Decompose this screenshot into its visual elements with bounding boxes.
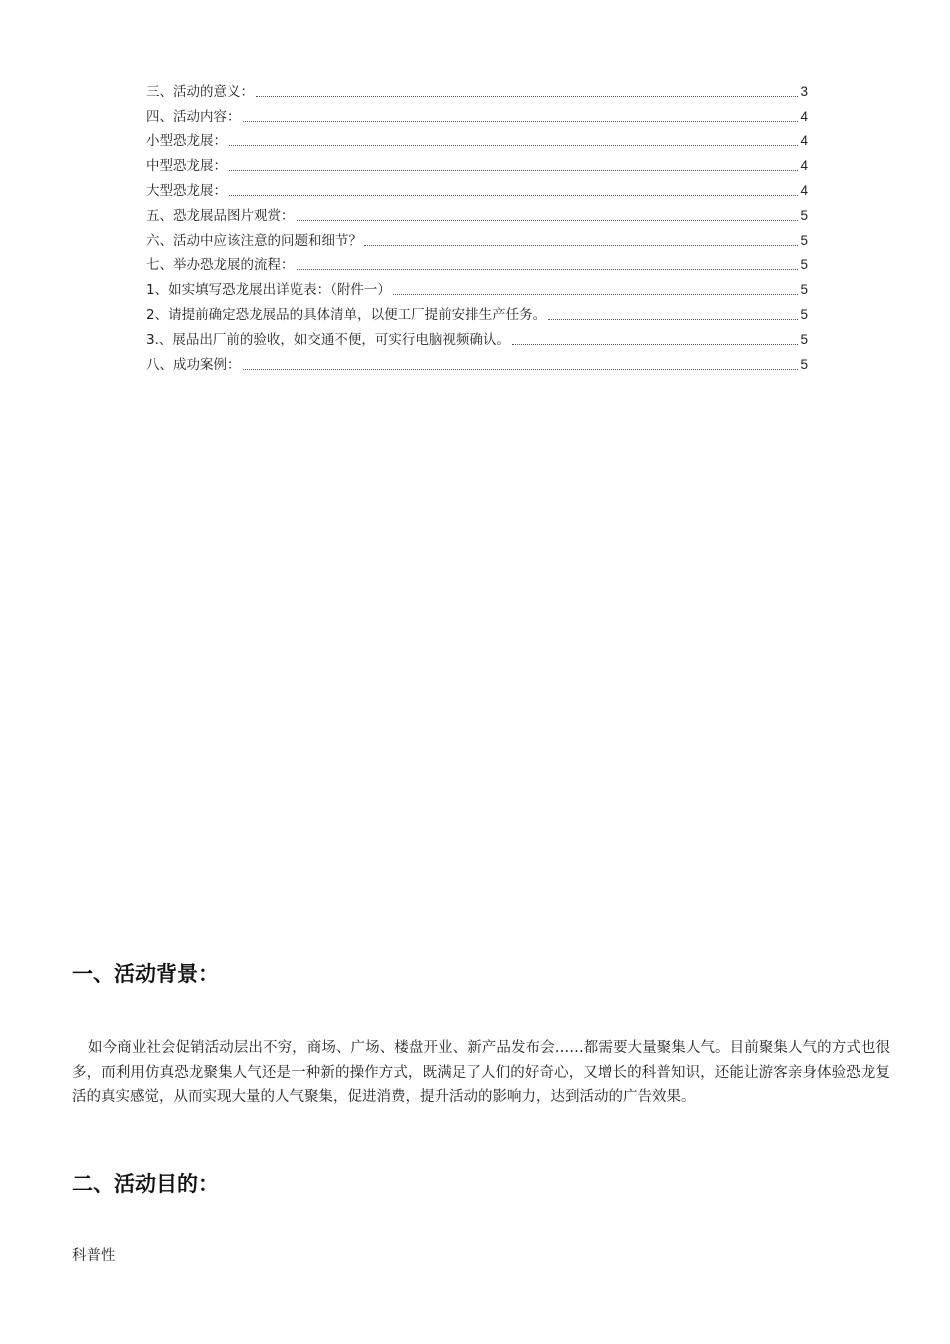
section-paragraph-background: 如今商业社会促销活动层出不穷，商场、广场、楼盘开业、新产品发布会……都需要大量聚集人气。目前聚集人气的方式也很多，而利用仿真恐龙聚集人气还是一种新的操作方式，既满足了人们的好奇心，又增长的科普知识，还能让游客亲身体验恐龙复活的真实感觉，从而实现大量的人气聚集，促进消费，提升活动的影响力，达到活动的广告效果。 (72, 1040, 890, 1105)
toc-entry[interactable] (146, 274, 808, 299)
toc-entry[interactable] (146, 324, 808, 349)
toc-entry-page: 5 (800, 306, 808, 322)
toc-entry[interactable] (146, 349, 808, 374)
toc-entry-page: 5 (800, 356, 808, 372)
table-of-contents (146, 76, 808, 374)
toc-leader (297, 268, 799, 270)
toc-leader (297, 219, 799, 221)
toc-entry-title: 大型恐龙展： (146, 182, 227, 199)
toc-entry-page: 5 (800, 207, 808, 223)
toc-leader (243, 120, 799, 122)
toc-entry-title: 三、活动的意义： (146, 83, 254, 100)
toc-entry[interactable] (146, 200, 808, 225)
toc-entry-title: 五、恐龙展品图片观赏： (146, 207, 295, 224)
toc-entry-title: 中型恐龙展： (146, 158, 227, 175)
toc-leader (256, 95, 798, 97)
toc-entry-page: 4 (800, 133, 808, 149)
toc-leader (393, 293, 799, 295)
toc-leader (229, 169, 798, 171)
toc-leader (243, 368, 799, 370)
toc-entry[interactable] (146, 225, 808, 250)
toc-entry[interactable] (146, 299, 808, 324)
toc-entry-page: 5 (800, 331, 808, 347)
toc-entry-title: 七、举办恐龙展的流程： (146, 257, 295, 274)
toc-leader (229, 144, 798, 146)
toc-entry-page: 5 (800, 282, 808, 298)
section-paragraph-purpose: 科普性 (72, 1248, 116, 1264)
toc-leader (512, 343, 799, 345)
toc-entry-title: 四、活动内容： (146, 108, 241, 125)
toc-entry[interactable] (146, 250, 808, 275)
toc-entry[interactable] (146, 150, 808, 175)
toc-entry-title: 2、请提前确定恐龙展品的具体清单，以便工厂提前安排生产任务。 (146, 306, 547, 323)
toc-entry-page: 4 (800, 158, 808, 174)
section-heading-purpose: 二、活动目的： (72, 1172, 219, 1196)
toc-entry-title: 八、成功案例： (146, 356, 241, 373)
toc-entry[interactable] (146, 76, 808, 101)
toc-entry[interactable] (146, 101, 808, 126)
toc-leader (364, 244, 798, 246)
toc-entry-page: 4 (800, 108, 808, 124)
toc-entry[interactable] (146, 175, 808, 200)
toc-entry-page: 4 (800, 182, 808, 198)
toc-entry[interactable] (146, 126, 808, 151)
toc-leader (229, 194, 798, 196)
toc-entry-page: 3 (800, 83, 808, 99)
toc-entry-page: 5 (800, 257, 808, 273)
toc-entry-title: 3.、展品出厂前的验收，如交通不便，可实行电脑视频确认。 (146, 331, 510, 348)
toc-entry-page: 5 (800, 232, 808, 248)
toc-entry-title: 小型恐龙展： (146, 133, 227, 150)
toc-entry-title: 六、活动中应该注意的问题和细节？ (146, 232, 362, 249)
toc-entry-title: 1、如实填写恐龙展出详览表：（附件一） (146, 282, 391, 299)
section-heading-background: 一、活动背景： (72, 962, 219, 986)
toc-leader (548, 318, 798, 320)
